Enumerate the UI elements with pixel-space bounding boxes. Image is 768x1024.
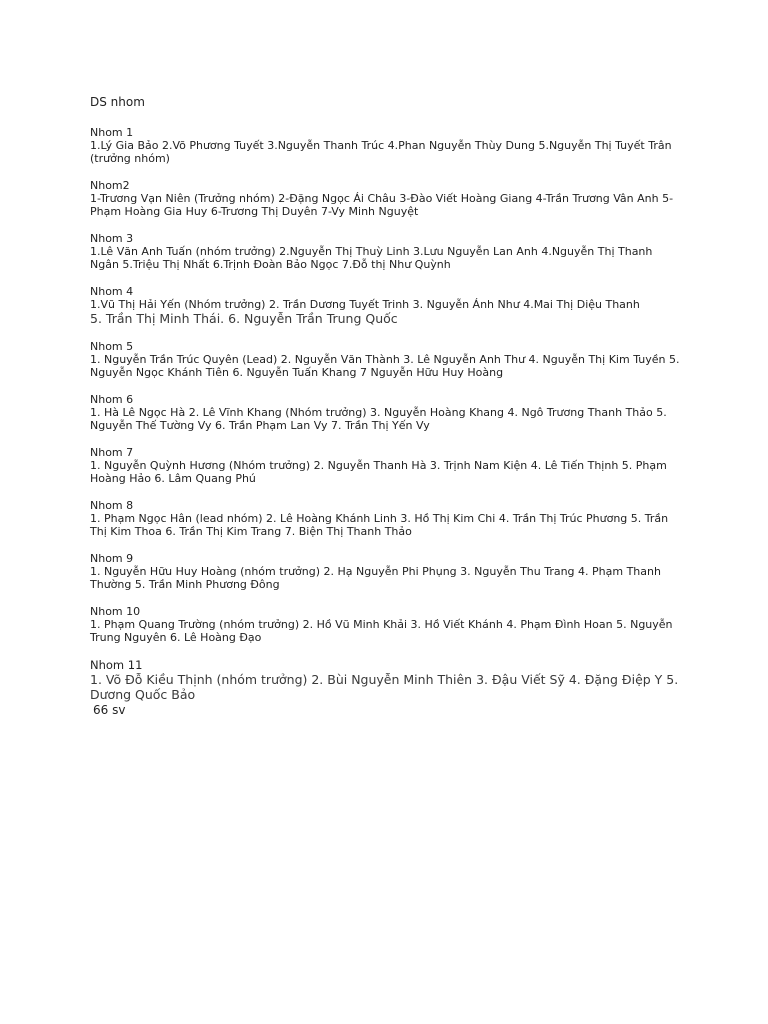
group-6 [90,393,680,432]
group-heading: Nhom 5 [90,340,134,353]
group-members: 1.Vũ Thị Hải Yến (Nhóm trưởng) 2. Trần Dương Tuyết Trinh 3. Nguyễn Ánh Như 4.Mai Thị Diệu Thanh [90,298,640,311]
group-members: 1-Trương Vạn Niên (Trưởng nhóm) 2-Đặng Ngọc Ái Châu 3-Đào Viết Hoàng Giang 4-Trần Trương Vân Anh 5-Phạm Hoàng Gia Huy 6-Trương Thị Duyên 7-Vy Minh Nguyệt [90,192,674,218]
group-members: 1. Võ Đỗ Kiều Thịnh (nhóm trưởng) 2. Bùi Nguyễn Minh Thiên 3. Đậu Viết Sỹ 4. Đặng Điệp Y 5. Dương Quốc Bảo [90,672,679,702]
group-heading: Nhom 9 [90,552,134,565]
group-heading: Nhom 1 [90,126,134,139]
group-members: 1. Phạm Ngọc Hân (lead nhóm) 2. Lê Hoàng Khánh Linh 3. Hồ Thị Kim Chi 4. Trần Thị Trúc Phương 5. Trần Thị Kim Thoa 6. Trần Thị Kim Trang 7. Biện Thị Thanh Thảo [90,512,669,538]
group-4 [90,285,680,326]
group-heading: Nhom 10 [90,605,141,618]
group-10 [90,605,680,644]
group-3 [90,232,680,271]
group-heading: Nhom 3 [90,232,134,245]
group-members: 1. Phạm Quang Trường (nhóm trưởng) 2. Hồ Vũ Minh Khải 3. Hồ Viết Khánh 4. Phạm Đình Hoan 5. Nguyễn Trung Nguyên 6. Lê Hoàng Đạo [90,618,673,644]
document-page [90,94,680,718]
group-members: 1. Nguyễn Hữu Huy Hoàng (nhóm trưởng) 2. Hạ Nguyễn Phi Phụng 3. Nguyễn Thu Trang 4. Phạm Thanh Thường 5. Trần Minh Phương Đông [90,565,661,591]
group-members: 1.Lê Văn Anh Tuấn (nhóm trưởng) 2.Nguyễn Thị Thuỳ Linh 3.Lưu Nguyễn Lan Anh 4.Nguyễn Thị Thanh Ngân 5.Triệu Thị Nhất 6.Trịnh Đoàn Bảo Ngọc 7.Đỗ thị Như Quỳnh [90,245,653,271]
group-members: 1.Lý Gia Bảo 2.Võ Phương Tuyết 3.Nguyễn Thanh Trúc 4.Phan Nguyễn Thùy Dung 5.Nguyễn Thị Tuyết Trân (trưởng nhóm) [90,139,672,165]
group-members: 1. Hà Lê Ngọc Hà 2. Lê Vĩnh Khang (Nhóm trưởng) 3. Nguyễn Hoàng Khang 4. Ngô Trương Thanh Thảo 5. Nguyễn Thế Tường Vy 6. Trần Phạm Lan Vy 7. Trần Thị Yến Vy [90,406,667,432]
group-heading: Nhom 6 [90,393,134,406]
group-heading: Nhom 4 [90,285,134,298]
group-2 [90,179,680,218]
group-members: 1. Nguyễn Quỳnh Hương (Nhóm trưởng) 2. Nguyễn Thanh Hà 3. Trịnh Nam Kiện 4. Lê Tiến Thịnh 5. Phạm Hoàng Hảo 6. Lâm Quang Phú [90,459,667,485]
group-heading: Nhom2 [90,179,130,192]
group-11 [90,658,680,702]
group-heading: Nhom 8 [90,499,134,512]
document-title: DS nhom [90,95,145,109]
group-heading: Nhom 7 [90,446,134,459]
group-9 [90,552,680,591]
group-members: 1. Nguyễn Trần Trúc Quyên (Lead) 2. Nguyễn Văn Thành 3. Lê Nguyễn Anh Thư 4. Nguyễn Thị Kim Tuyền 5. Nguyễn Ngọc Khánh Tiên 6. Nguyễn Tuấn Khang 7 Nguyễn Hữu Huy Hoàng [90,353,680,379]
group-7 [90,446,680,485]
group-members-continued: 5. Trần Thị Minh Thái. 6. Nguyễn Trần Trung Quốc [90,311,398,326]
group-1 [90,126,680,165]
group-5 [90,340,680,379]
group-heading: Nhom 11 [90,658,143,672]
group-8 [90,499,680,538]
total-count: 66 sv [93,703,126,717]
